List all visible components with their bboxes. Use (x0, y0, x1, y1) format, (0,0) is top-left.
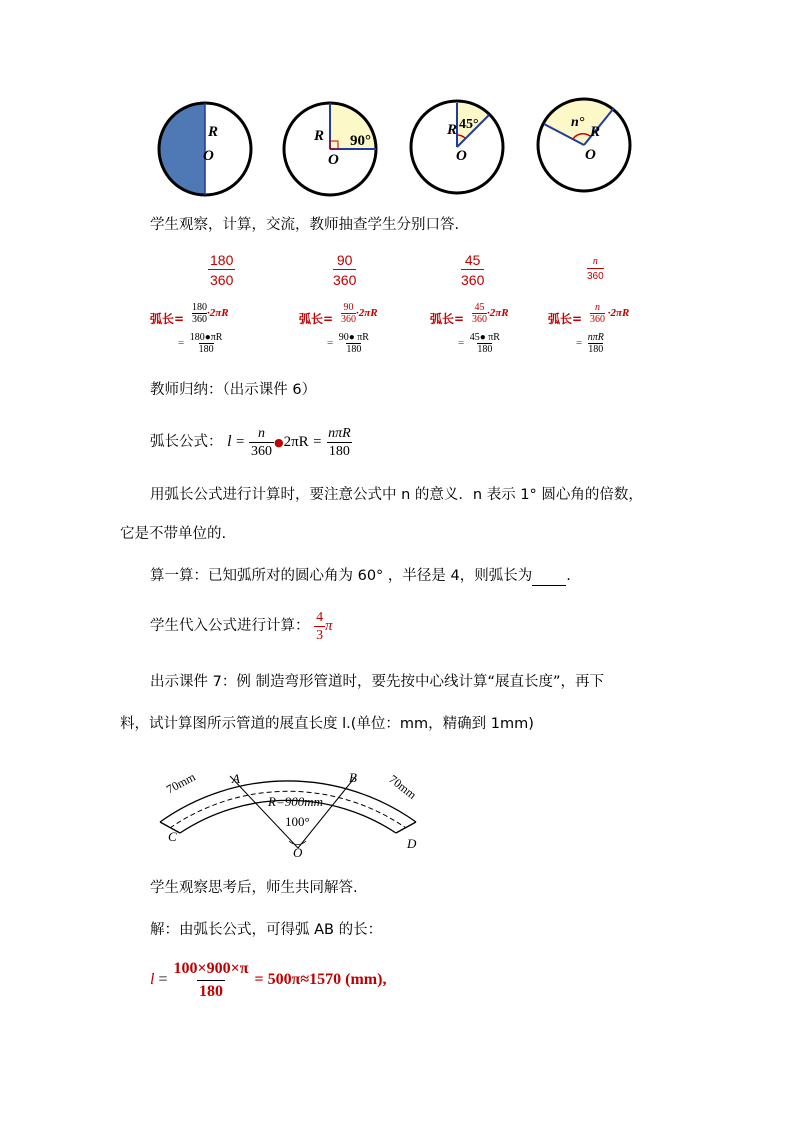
pipe-point-d: D (407, 836, 417, 851)
ratio-180: $\frac{180}{360}$ (210, 252, 234, 288)
circle3-r-label: R (447, 122, 458, 138)
paragraph-note: 用弧长公式进行计算时，要注意公式中 n 的意义．n 表示 1° 圆心角的倍数， (150, 487, 643, 503)
answer-blank[interactable] (532, 571, 566, 586)
paragraph-substitute: 学生代入公式进行计算： $\frac{4}{3}$ π (150, 609, 333, 643)
paragraph-example: 出示课件 7：例 制造弯形管道时，要先按中心线计算“展直长度”，再下 (150, 674, 604, 690)
arc-length-block-4: 弧长= $\frac{n}{360}$ ·2πR = $\frac{\text{nπR}}{180}$ (548, 302, 630, 355)
circle4-o-label: O (585, 147, 596, 163)
arc-length-block-3: 弧长= $\frac{45}{360}$ ·2πR = $\frac{45● \pi R}{180}$ (430, 302, 509, 355)
paragraph-summary: 教师归纳：（出示课件 6） (150, 382, 317, 398)
paragraph-example-cont: 料，试计算图所示管道的展直长度 l.(单位：mm，精确到 1mm) (120, 716, 534, 732)
circle-n (538, 97, 630, 191)
circle4-angle-label: n° (571, 115, 585, 130)
ratio-n: $\frac{n}{360}$ (587, 256, 604, 282)
pipe-angle-label: 100° (285, 814, 310, 829)
circle4-r-label: R (590, 124, 601, 140)
ratio-45: $\frac{45}{360}$ (461, 252, 485, 288)
final-formula: l = $\frac{100\times 900\times\pi}{180}$ = 500π≈1570 (mm), (150, 956, 386, 1004)
circle2-r-label: R (314, 128, 325, 144)
paragraph-solution: 解：由弧长公式，可得弧 AB 的长： (150, 922, 383, 938)
paragraph-discuss: 学生观察思考后，师生共同解答. (150, 880, 358, 896)
pipe-point-o: O (293, 845, 303, 860)
circle-45 (411, 101, 503, 193)
paragraph-exercise: 算一算：已知弧所对的圆心角为 60° ，半径是 4，则弧长为 . (150, 568, 571, 584)
circle2-o-label: O (328, 152, 339, 168)
paragraph-note-cont: 它是不带单位的. (120, 526, 227, 542)
arc-length-formula: 弧长公式： l = $\frac{n}{360}$ ●2πR = $\frac{\text{nπR}}{180}$ (150, 425, 351, 459)
circle3-angle-label: 45° (459, 117, 479, 132)
arc-length-block-2: 弧长= $\frac{90}{360}$ ·2πR = $\frac{90● \pi R}{180}$ (299, 302, 378, 355)
arc-length-block-1: 弧长= $\frac{180}{360}$ ·2πR = $\frac{180●\pi R}{180}$ (150, 302, 229, 355)
pipe-point-c: C (168, 829, 177, 844)
paragraph-observe: 学生观察，计算，交流，教师抽查学生分别口答. (150, 217, 460, 233)
pipe-radius-label: R=900mm (268, 794, 323, 809)
circle1-o-label: O (203, 148, 214, 164)
circle2-angle-label: 90° (350, 133, 371, 149)
pipe-point-b: B (349, 770, 357, 785)
circle3-o-label: O (456, 148, 467, 164)
pipe-point-a: A (232, 771, 240, 786)
pipe-right-width: 70mm (386, 772, 420, 802)
pipe-left-width: 70mm (164, 769, 198, 797)
sector-diagrams (150, 95, 640, 200)
circle1-r-label: R (208, 124, 219, 140)
ratio-90: $\frac{90}{360}$ (333, 252, 357, 288)
